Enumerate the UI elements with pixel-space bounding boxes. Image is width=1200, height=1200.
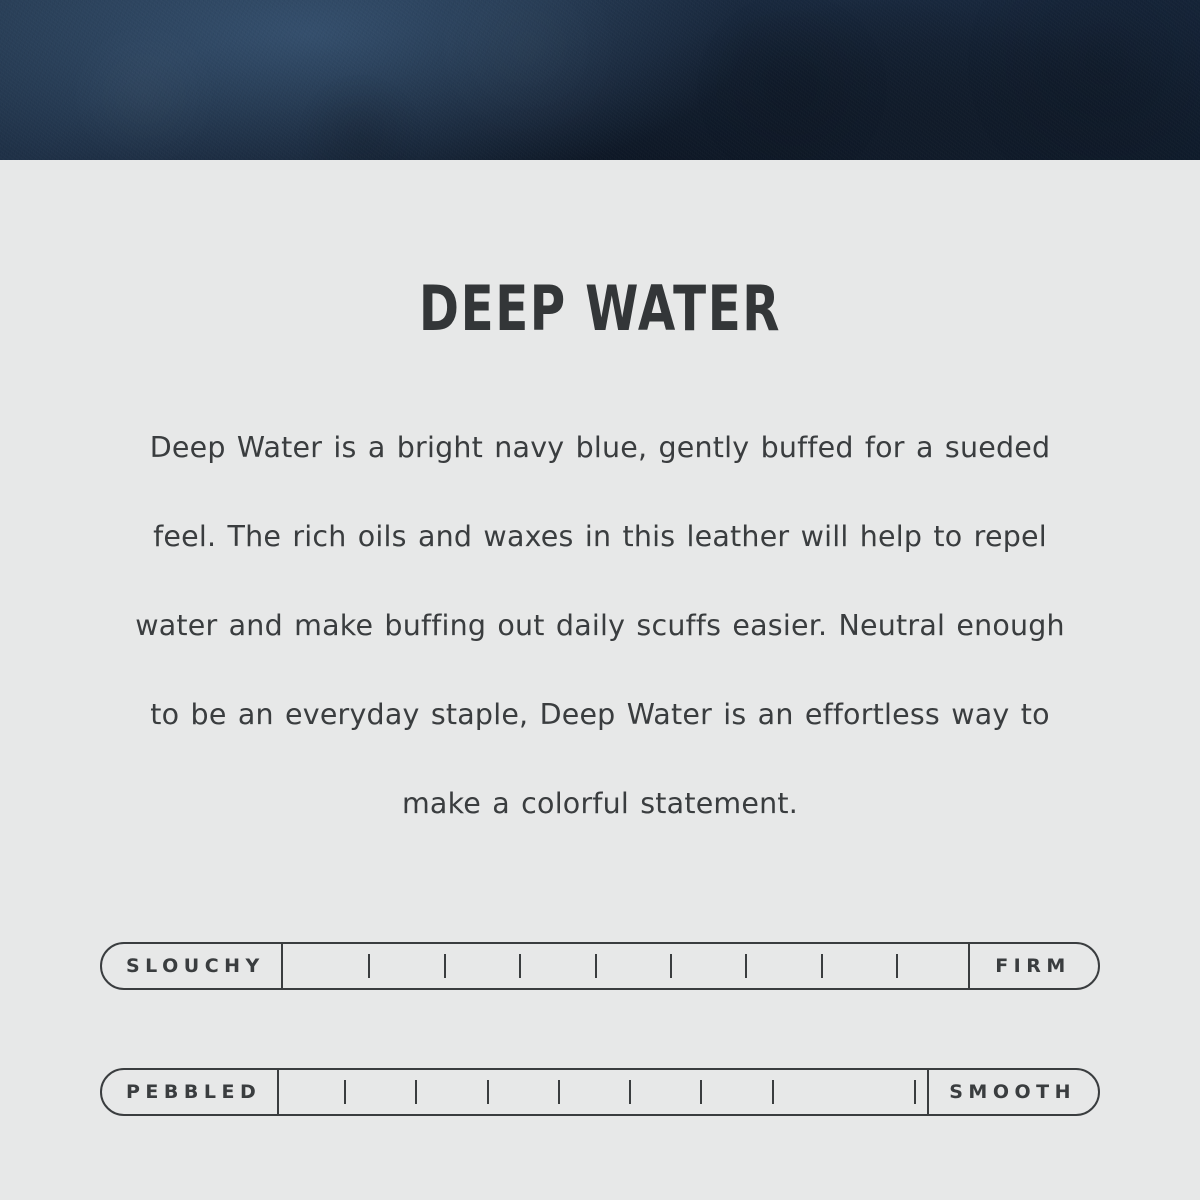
scale-firmness-right-label: FIRM	[968, 944, 1098, 988]
swatch-grain-texture	[0, 0, 1200, 160]
scale-tick	[745, 954, 747, 978]
scale-texture-left-label: PEBBLED	[102, 1070, 279, 1114]
scale-tick	[558, 1080, 560, 1104]
scale-texture-track[interactable]	[279, 1070, 927, 1114]
scale-tick	[344, 1080, 346, 1104]
scale-firmness	[100, 942, 1100, 1028]
scale-texture	[100, 1068, 1100, 1154]
scale-tick	[914, 1080, 916, 1104]
scale-tick	[700, 1080, 702, 1104]
scale-tick	[519, 954, 521, 978]
color-description: Deep Water is a bright navy blue, gently buffed for a sueded feel. The rich oils and waxes in this leather will help to repel water and make buffing out daily scuffs easier. Neutral enough to be an everyday staple, Deep Water is an effortless way to make a colorful statement.	[135, 431, 1065, 820]
attribute-scales	[100, 848, 1100, 1154]
scale-tick	[487, 1080, 489, 1104]
scale-tick	[368, 954, 370, 978]
scale-firmness-left-label: SLOUCHY	[102, 944, 283, 988]
page-title: DEEP WATER	[418, 272, 782, 345]
scale-tick	[772, 1080, 774, 1104]
scale-firmness-track-wrapper[interactable]	[100, 942, 1100, 990]
scale-texture-right-label: SMOOTH	[927, 1070, 1098, 1114]
leather-swatch-navy	[0, 0, 1200, 160]
scale-tick	[444, 954, 446, 978]
scale-tick	[896, 954, 898, 978]
scale-firmness-track[interactable]	[283, 944, 968, 988]
scale-tick	[821, 954, 823, 978]
scale-tick	[595, 954, 597, 978]
scale-tick	[629, 1080, 631, 1104]
scale-texture-track-wrapper[interactable]	[100, 1068, 1100, 1116]
card-content	[0, 160, 1200, 1154]
scale-tick	[670, 954, 672, 978]
scale-tick	[415, 1080, 417, 1104]
